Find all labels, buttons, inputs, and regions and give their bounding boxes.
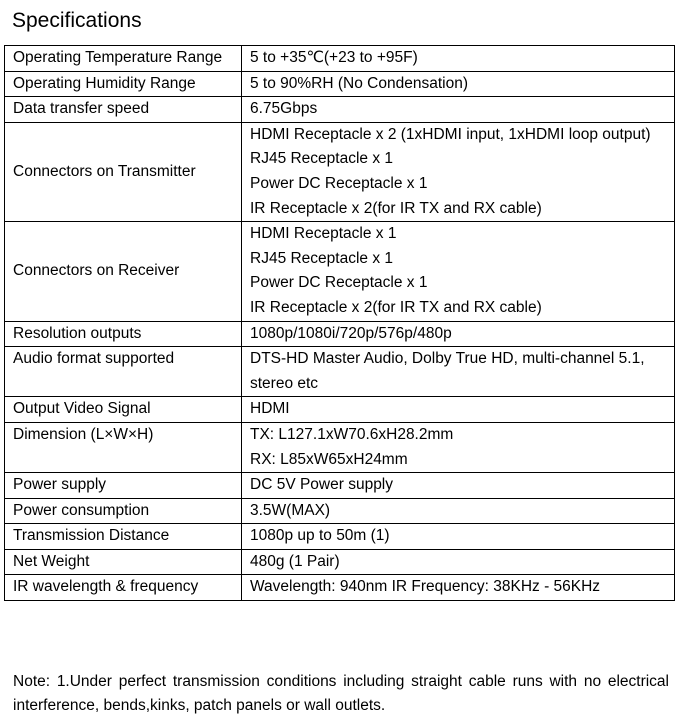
spec-value-operating-humidity — [242, 71, 675, 97]
spec-value-connectors-receiver — [242, 222, 675, 321]
spec-label-net-weight: Net Weight — [5, 549, 242, 575]
table-row — [5, 321, 675, 347]
spec-label-power-consumption: Power consumption — [5, 498, 242, 524]
spec-label-output-video-signal: Output Video Signal — [5, 397, 242, 423]
spec-value-line: 6.75Gbps — [250, 100, 318, 118]
spec-value-line: DTS-HD Master Audio, Dolby True HD, multi-channel 5.1, stereo etc — [250, 350, 645, 392]
spec-value-line: TX: L127.1xW70.6xH28.2mm — [250, 425, 454, 443]
spec-value-line: 1080p/1080i/720p/576p/480p — [250, 324, 452, 342]
spec-value-line: RJ45 Receptacle x 1 — [250, 150, 394, 168]
table-row — [5, 71, 675, 97]
spec-value-line: Power DC Receptacle x 1 — [250, 174, 428, 192]
table-row — [5, 347, 675, 397]
table-row — [5, 473, 675, 499]
table-row — [5, 97, 675, 123]
table-row — [5, 222, 675, 321]
spec-label-operating-humidity: Operating Humidity Range — [5, 71, 242, 97]
table-row — [5, 524, 675, 550]
spec-label-connectors-receiver: Connectors on Receiver — [5, 222, 242, 321]
spec-label-transmission-distance: Transmission Distance — [5, 524, 242, 550]
spec-value-output-video-signal — [242, 397, 675, 423]
spec-value-line: HDMI Receptacle x 2 (1xHDMI input, 1xHDMI loop output) — [250, 125, 651, 143]
spec-value-power-supply — [242, 473, 675, 499]
spec-label-audio-format: Audio format supported — [5, 347, 242, 397]
spec-value-line: 480g (1 Pair) — [250, 552, 340, 570]
spec-value-operating-temperature — [242, 46, 675, 72]
spec-label-ir-wavelength: IR wavelength & frequency — [5, 575, 242, 601]
specifications-table — [4, 45, 675, 601]
spec-value-audio-format — [242, 347, 675, 397]
spec-value-ir-wavelength — [242, 575, 675, 601]
spec-value-data-transfer-speed — [242, 97, 675, 123]
spec-value-connectors-transmitter — [242, 122, 675, 221]
spec-value-line: HDMI Receptacle x 1 — [250, 225, 397, 243]
table-row — [5, 498, 675, 524]
spec-value-line: RX: L85xW65xH24mm — [250, 450, 408, 468]
spec-value-dimension — [242, 422, 675, 472]
table-row — [5, 122, 675, 221]
footnote: Note: 1.Under perfect transmission conditions including straight cable runs with no electrical interference, bends,kinks, patch panels or wall outlets. — [13, 673, 669, 714]
spec-value-net-weight — [242, 549, 675, 575]
spec-label-power-supply: Power supply — [5, 473, 242, 499]
spec-value-line: Power DC Receptacle x 1 — [250, 274, 428, 292]
spec-value-line: IR Receptacle x 2(for IR TX and RX cable) — [250, 199, 542, 217]
spec-value-line: 5 to 90%RH (No Condensation) — [250, 74, 468, 92]
spec-value-line: 3.5W(MAX) — [250, 501, 331, 519]
table-row — [5, 422, 675, 472]
spec-value-line: RJ45 Receptacle x 1 — [250, 249, 394, 267]
spec-label-connectors-transmitter: Connectors on Transmitter — [5, 122, 242, 221]
spec-value-line: Wavelength: 940nm IR Frequency: 38KHz - 56KHz — [250, 578, 601, 596]
spec-label-resolution-outputs: Resolution outputs — [5, 321, 242, 347]
spec-label-data-transfer-speed: Data transfer speed — [5, 97, 242, 123]
table-row — [5, 46, 675, 72]
spec-value-line: 1080p up to 50m (1) — [250, 527, 390, 545]
spec-value-resolution-outputs — [242, 321, 675, 347]
spec-value-power-consumption — [242, 498, 675, 524]
spec-value-transmission-distance — [242, 524, 675, 550]
table-row — [5, 549, 675, 575]
table-row — [5, 575, 675, 601]
spec-value-line: DC 5V Power supply — [250, 476, 394, 494]
table-row — [5, 397, 675, 423]
spec-label-operating-temperature: Operating Temperature Range — [5, 46, 242, 72]
spec-value-line: 5 to +35℃(+23 to +95F) — [250, 49, 418, 66]
spec-value-line: IR Receptacle x 2(for IR TX and RX cable) — [250, 298, 542, 316]
spec-value-line: HDMI — [250, 400, 290, 418]
page-title: Specifications — [12, 9, 142, 32]
spec-label-dimension: Dimension (L×W×H) — [5, 422, 242, 472]
